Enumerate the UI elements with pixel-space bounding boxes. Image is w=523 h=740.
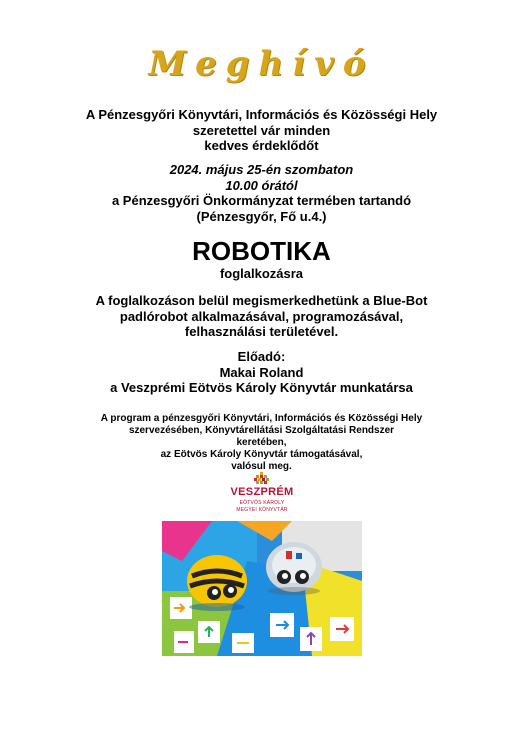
presenter-label: Előadó: [237, 349, 286, 364]
event-details [0, 162, 523, 224]
logo-name: VESZPRÉM [230, 486, 294, 498]
invitation-title: Meghívó [148, 44, 375, 84]
intro-line: szeretettel vár minden [192, 122, 331, 138]
library-logo [226, 472, 298, 520]
robot-photo [162, 521, 362, 656]
intro-line: kedves érdeklődőt [204, 138, 319, 153]
presenter-affiliation: a Veszprémi Eötvös Károly Könyvtár munkatársa [110, 380, 413, 395]
topic-subtitle: foglalkozásra [219, 266, 304, 281]
logo-line-2: MEGYEI KÖNYVTÁR [236, 507, 288, 513]
presenter-name: Makai Roland [219, 364, 304, 380]
logo-line-1: EÖTVÖS KÁROLY [239, 500, 285, 506]
intro-text [0, 107, 523, 154]
event-date: 2024. május 25-én szombaton [169, 162, 354, 177]
description-line: padlórobot alkalmazásával, programozásával, [119, 308, 404, 324]
program-line: keretében, [236, 437, 287, 448]
topic-title: ROBOTIKA [192, 236, 331, 266]
program-line: szervezésében, Könyvtárellátási Szolgáltatási Rendszer [128, 425, 395, 436]
event-address: (Pénzesgyőr, Fő u.4.) [196, 208, 327, 224]
event-time: 10.00 órától [225, 177, 298, 193]
program-line: A program a pénzesgyőri Könyvtári, Információs és Közösségi Hely [100, 413, 423, 424]
presenter-block [0, 349, 523, 396]
event-place: a Pénzesgyőri Önkormányzat termében tartandó [111, 193, 412, 208]
intro-line: A Pénzesgyőri Könyvtári, Információs és Közösségi Hely [85, 107, 438, 122]
program-note [0, 413, 523, 473]
bluebot-photo-illustration [162, 521, 362, 656]
description [0, 293, 523, 340]
description-line: A foglalkozáson belül megismerkedhetünk a Blue-Bot [95, 293, 428, 308]
description-line: felhasználási területével. [184, 324, 339, 339]
program-line: az Eötvös Károly Könyvtár támogatásával, [160, 449, 363, 460]
program-line: valósul meg. [231, 461, 292, 472]
logo-mosaic-icon [254, 472, 270, 484]
